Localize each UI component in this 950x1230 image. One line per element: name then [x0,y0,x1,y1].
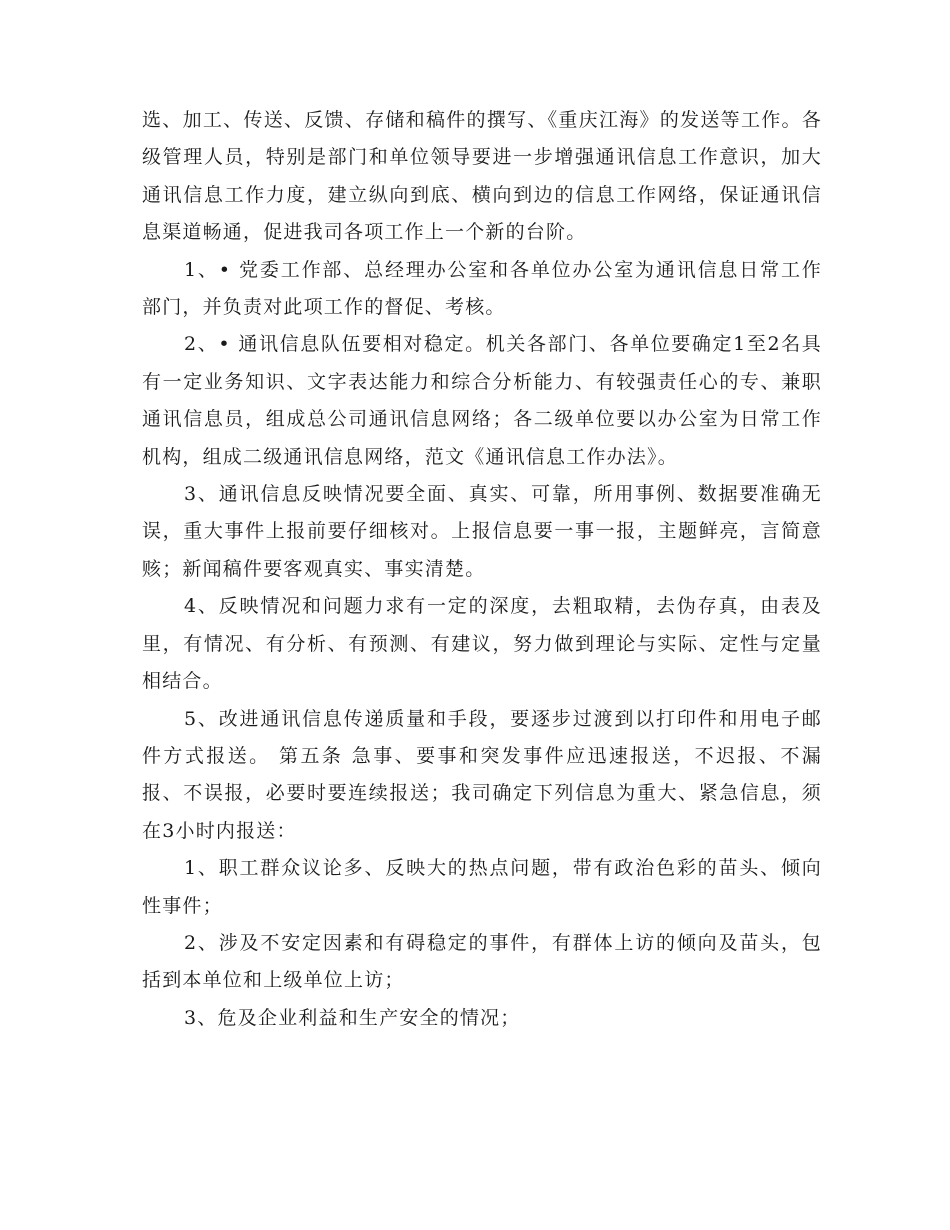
paragraph-urgent-item-3: 3、危及企业利益和生产安全的情况； [184,1006,521,1029]
paragraph-item-4-depth: 4、反映情况和问题力求有一定的深度，去粗取精，去伪存真，由表及里，有情况、有分析、有预测、有建议，努力做到理论与实际、定性与定量相结合。 [142,595,822,693]
paragraph-item-5-transmission: 5、改进通讯信息传递质量和手段，要逐步过渡到以打印件和用电子邮件方式报送。 第五条 急事、要事和突发事件应迅速报送，不迟报、不漏报、不误报，必要时要连续报送；我司确定下列信息为重大、紧急信息，须在3小时内报送： [142,707,822,842]
paragraph-continuation: 选、加工、传送、反馈、存储和稿件的撰写、《重庆江海》的发送等工作。各级管理人员，特别是部门和单位领导要进一步增强通讯信息工作意识，加大通讯信息工作力度，建立纵向到底、横向到边的信息工作网络，保证通讯信息渠道畅通，促进我司各项工作上一个新的台阶。 [142,109,822,244]
paragraph-urgent-item-1: 1、职工群众议论多、反映大的热点问题，带有政治色彩的苗头、倾向性事件； [142,857,822,917]
document-body [142,102,822,1037]
paragraph-urgent-item-2: 2、涉及不安定因素和有碍稳定的事件，有群体上访的倾向及苗头，包括到本单位和上级单位上访； [142,931,822,992]
paragraph-item-2-team-stability: 2、• 通讯信息队伍要相对稳定。机关各部门、各单位要确定1至2名具有一定业务知识、文字表达能力和综合分析能力、有较强责任心的专、兼职通讯信息员，组成总公司通讯信息网络；各二级单位要以办公室为日常工作机构，组成二级通讯信息网络，范文《通讯信息工作办法》。 [142,333,822,468]
paragraph-item-1-daily-department: 1、• 党委工作部、总经理办公室和各单位办公室为通讯信息日常工作部门，并负责对此项工作的督促、考核。 [142,258,822,319]
paragraph-item-3-accuracy: 3、通讯信息反映情况要全面、真实、可靠，所用事例、数据要准确无误，重大事件上报前要仔细核对。上报信息要一事一报，主题鲜亮，言简意赅；新闻稿件要客观真实、事实清楚。 [142,483,822,580]
